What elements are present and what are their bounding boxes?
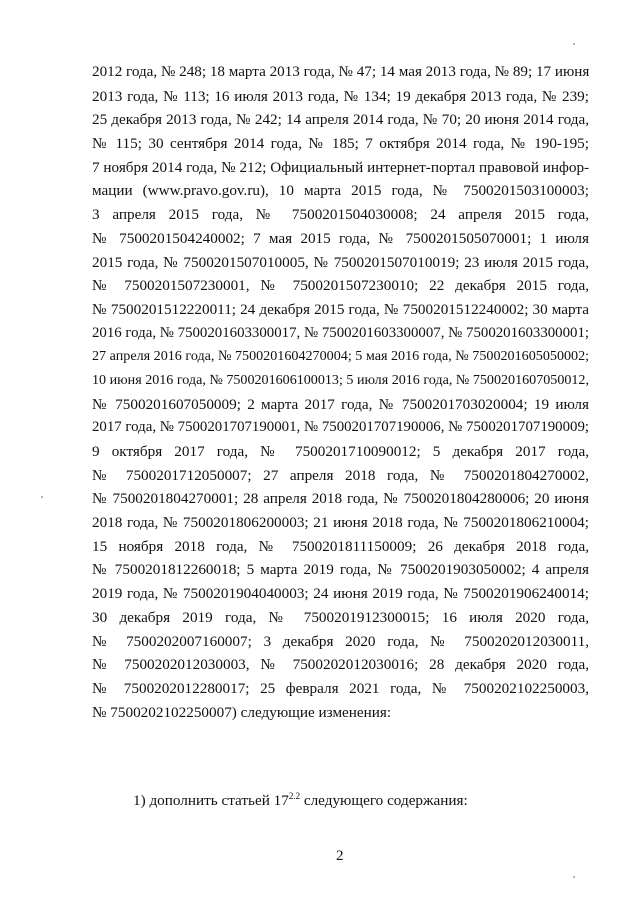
text-line: № 7500201507230001, № 7500201507230010; 22 декабря 2015 года, [92,277,589,295]
text-line: № 7500201804270001; 28 апреля 2018 года, № 7500201804280006; 20 июня [92,490,589,508]
text-line: 7 ноября 2014 года, № 212; Официальный интернет-портал правовой инфор- [92,158,590,176]
list-item [133,789,468,813]
text-line: № 7500201712050007; 27 апреля 2018 года, № 7500201804270002, [92,466,589,484]
text-line: № 7500202007160007; 3 декабря 2020 года, № 7500202012030011, [92,632,589,650]
text-line: 10 июня 2016 года, № 7500201606100013; 5 июля 2016 года, № 7500201607050012, [92,371,589,388]
text-line: № 7500202012280017; 25 февраля 2021 года, № 7500202102250003, [92,679,589,697]
text-line: 9 октября 2017 года, № 7500201710090012; 5 декабря 2017 года, [92,443,589,460]
text-line-last: № 7500202102250007) следующие изменения: [92,703,392,721]
text-line: № 115; 30 сентября 2014 года, № 185; 7 октября 2014 года, № 190-195; [92,135,589,153]
text-line: 15 ноября 2018 года, № 7500201811150009; 26 декабря 2018 года, [92,537,589,555]
text-line: 27 апреля 2016 года, № 7500201604270004; 5 мая 2016 года, № 7500201605050002; [92,348,590,365]
text-line: 3 апреля 2015 года, № 7500201504030008; 24 апреля 2015 года, [92,206,589,224]
text-line: 30 декабря 2019 года, № 7500201912300015; 16 июля 2020 года, [92,608,589,626]
text-line: 25 декабря 2013 года, № 242; 14 апреля 2014 года, № 70; 20 июня 2014 года, [92,111,589,129]
text-line: 2015 года, № 7500201507010005, № 7500201507010019; 23 июля 2015 года, [92,253,589,271]
text-line: 2017 года, № 7500201707190001, № 7500201707190006, № 7500201707190009; [92,419,590,436]
text-line: 2018 года, № 7500201806200003; 21 июня 2018 года, № 7500201806210004; [92,514,589,532]
body-text [92,61,589,724]
scan-speck [573,43,575,45]
text-line: № 7500202012030003, № 7500202012030016; 28 декабря 2020 года, [92,656,589,674]
text-line: № 7500201504240002; 7 мая 2015 года, № 7500201505070001; 1 июля [92,229,589,247]
text-line: 2012 года, № 248; 18 марта 2013 года, № 47; 14 мая 2013 года, № 89; 17 июня [92,64,590,80]
scan-speck [41,496,43,498]
text-line: мации (www.pravo.gov.ru), 10 марта 2015 года, № 7500201503100003; [92,182,589,200]
text-line: 2019 года, № 7500201904040003; 24 июня 2019 года, № 7500201906240014; [92,585,589,603]
item-text-suffix: следующего содержания: [300,792,468,809]
page-number: 2 [336,848,344,864]
text-line: № 7500201812260018; 5 марта 2019 года, № 7500201903050002; 4 апреля [92,561,589,579]
scan-speck [573,876,575,878]
text-line: № 7500201512220011; 24 декабря 2015 года, № 7500201512240002; 30 марта [92,300,589,318]
item-text: 1) дополнить статьей 17 [133,792,289,809]
text-line: 2016 года, № 7500201603300017, № 7500201603300007, № 7500201603300001; [92,324,590,341]
text-line: № 7500201607050009; 2 марта 2017 года, № 7500201703020004; 19 июля [92,395,589,413]
text-line: 2013 года, № 113; 16 июля 2013 года, № 134; 19 декабря 2013 года, № 239; [92,87,589,105]
item-superscript: 2.2 [288,791,301,801]
